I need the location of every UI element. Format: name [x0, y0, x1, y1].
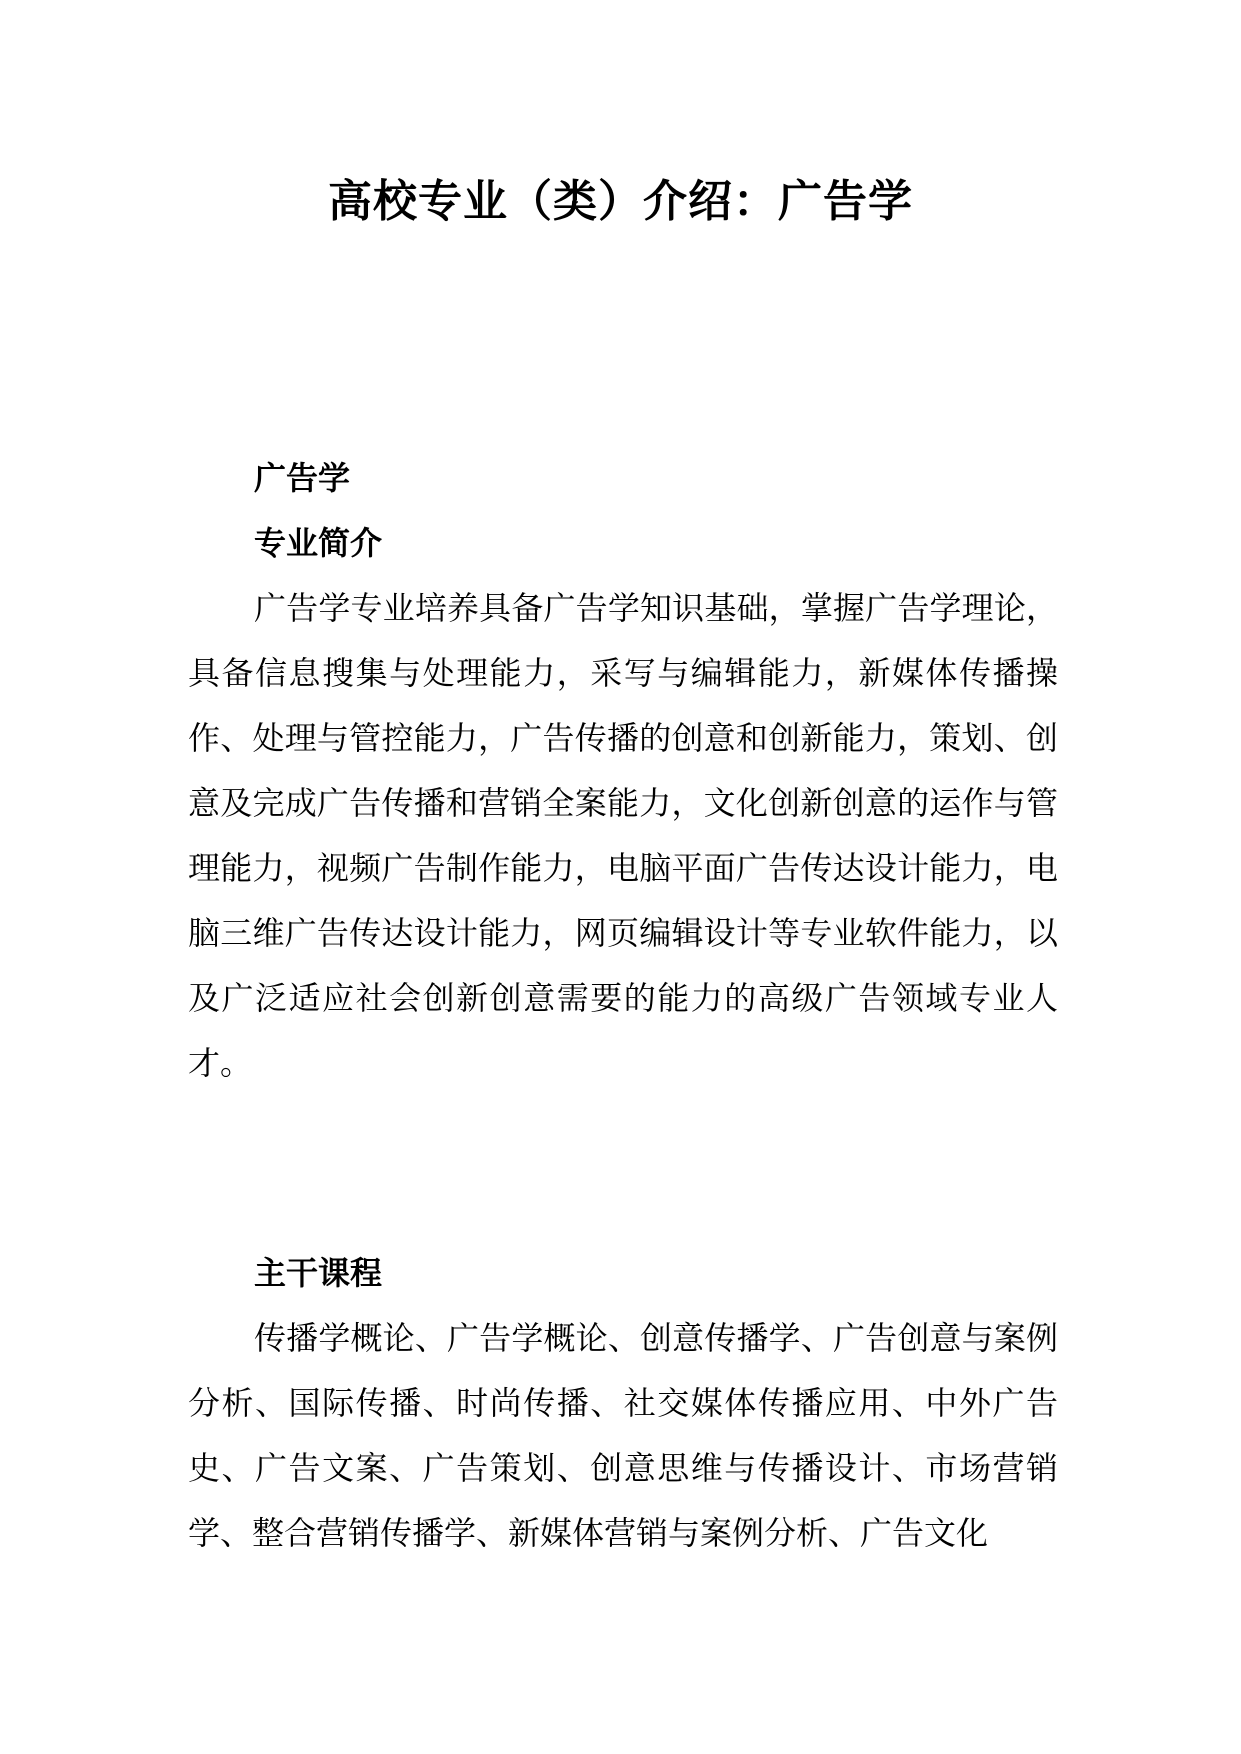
courses-section	[188, 1241, 1058, 1566]
intro-heading: 专业简介	[254, 524, 383, 562]
courses-paragraph: 传播学概论、广告学概论、创意传播学、广告创意与案例分析、国际传播、时尚传播、社交媒体传播应用、中外广告史、广告文案、广告策划、创意思维与传播设计、市场营销学、整合营销传播学、新媒体营销与案例分析、广告文化	[188, 1319, 1058, 1552]
intro-paragraph: 广告学专业培养具备广告学知识基础，掌握广告学理论，具备信息搜集与处理能力，采写与编辑能力，新媒体传播操作、处理与管控能力，广告传播的创意和创新能力，策划、创意及完成广告传播和营销全案能力，文化创新创意的运作与管理能力，视频广告制作能力，电脑平面广告传达设计能力，电脑三维广告传达设计能力，网页编辑设计等专业软件能力，以及广泛适应社会创新创意需要的能力的高级广告领域专业人才。	[188, 589, 1058, 1082]
document-title: 高校专业（类）介绍：广告学	[328, 176, 913, 227]
courses-heading: 主干课程	[254, 1254, 383, 1292]
intro-section	[188, 446, 1058, 1096]
section-title: 广告学	[254, 459, 351, 497]
